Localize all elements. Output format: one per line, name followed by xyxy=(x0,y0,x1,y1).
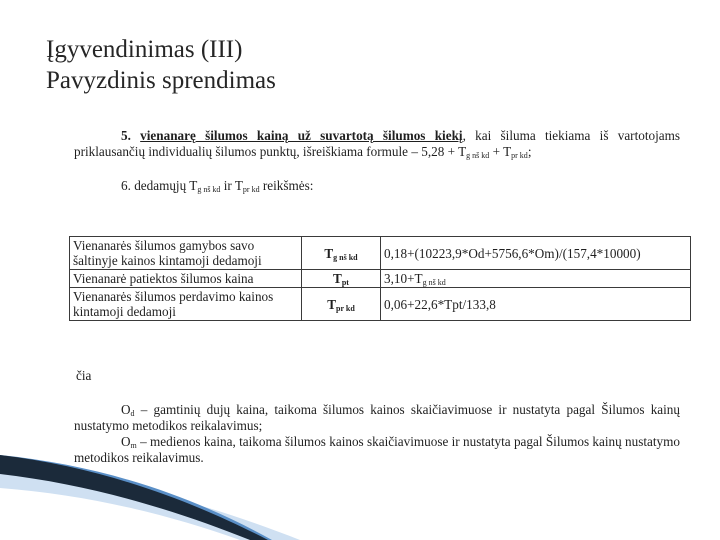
table-cell-name: Vienanarės šilumos gamybos savo šaltinyje kainos kintamoji dedamoji xyxy=(70,237,302,270)
title-line-1: Įgyvendinimas (III) xyxy=(46,36,243,63)
def-text: – medienos kaina, taikoma šilumos kainos skaičiavimuose ir nustatyta pagal Šilumos kainų nustatymo metodikos reikalavimus. xyxy=(74,434,680,465)
table-row xyxy=(70,288,691,321)
formula-text: 3,10+T xyxy=(384,271,423,286)
title-line-2: Pavyzdinis sprendimas xyxy=(46,67,276,94)
p5-number: 5. xyxy=(121,128,131,143)
table-cell-formula: 0,06+22,6*Tpt/133,8 xyxy=(381,288,691,321)
p5-text: , kai šiluma tiekiama iš vartotojams priklausančių individualių šilumos punktų, išreiškiama formule – 5,28 + T xyxy=(74,128,680,159)
p5-bold-phrase: vienanarę šilumos kainą už suvartotą šilumos kiekį xyxy=(140,128,463,143)
p5-sub-1: g nš kd xyxy=(466,151,490,160)
p6-text-3: reikšmės: xyxy=(259,178,314,193)
decoration-dark-band xyxy=(0,455,268,540)
def-symbol: O xyxy=(121,434,131,449)
paragraph-6 xyxy=(74,178,680,194)
definition-od xyxy=(74,402,680,434)
values-table xyxy=(69,236,691,321)
p5-end: ; xyxy=(527,144,532,159)
symbol-sub: g nš kd xyxy=(333,252,358,262)
p6-sub-2: pr kd xyxy=(242,185,260,194)
p5-plus: + T xyxy=(489,144,512,159)
definitions xyxy=(74,402,680,466)
def-symbol: O xyxy=(121,402,131,417)
table-cell-symbol xyxy=(302,288,381,321)
def-text: – gamtinių dujų kaina, taikoma šilumos kainos skaičiavimuose ir nustatyta pagal Šilumos kainų nustatymo metodikos reikalavimus; xyxy=(74,402,680,433)
def-sub: m xyxy=(130,441,137,450)
table-cell-symbol xyxy=(302,270,381,288)
definition-om xyxy=(74,434,680,466)
symbol-letter: T xyxy=(327,296,337,312)
table-cell-formula xyxy=(381,270,691,288)
symbol-sub: pr kd xyxy=(336,303,355,313)
table-cell-formula: 0,18+(10223,9*Od+5756,6*Om)/(157,4*10000) xyxy=(381,237,691,270)
table-row xyxy=(70,270,691,288)
p6-sub-1: g nš kd xyxy=(197,185,221,194)
def-sub: d xyxy=(130,409,135,418)
where-label: čia xyxy=(76,368,92,383)
table-cell-symbol xyxy=(302,237,381,270)
formula-sub: g nš kd xyxy=(422,278,446,287)
document-body xyxy=(74,128,680,194)
p6-text-2: ir T xyxy=(220,178,243,193)
table-row xyxy=(70,237,691,270)
p6-text-1: 6. dedamųjų T xyxy=(121,178,198,193)
table-cell-name: Vienanarė patiektos šilumos kaina xyxy=(70,270,302,288)
paragraph-5 xyxy=(74,128,680,160)
table-cell-name: Vienanarės šilumos perdavimo kainos kintamoji dedamoji xyxy=(70,288,302,321)
symbol-letter: T xyxy=(333,271,342,286)
p5-sub-2: pr kd xyxy=(511,151,528,160)
slide-title xyxy=(46,34,276,96)
symbol-letter: T xyxy=(324,245,334,261)
symbol-sub: pt xyxy=(341,278,349,287)
